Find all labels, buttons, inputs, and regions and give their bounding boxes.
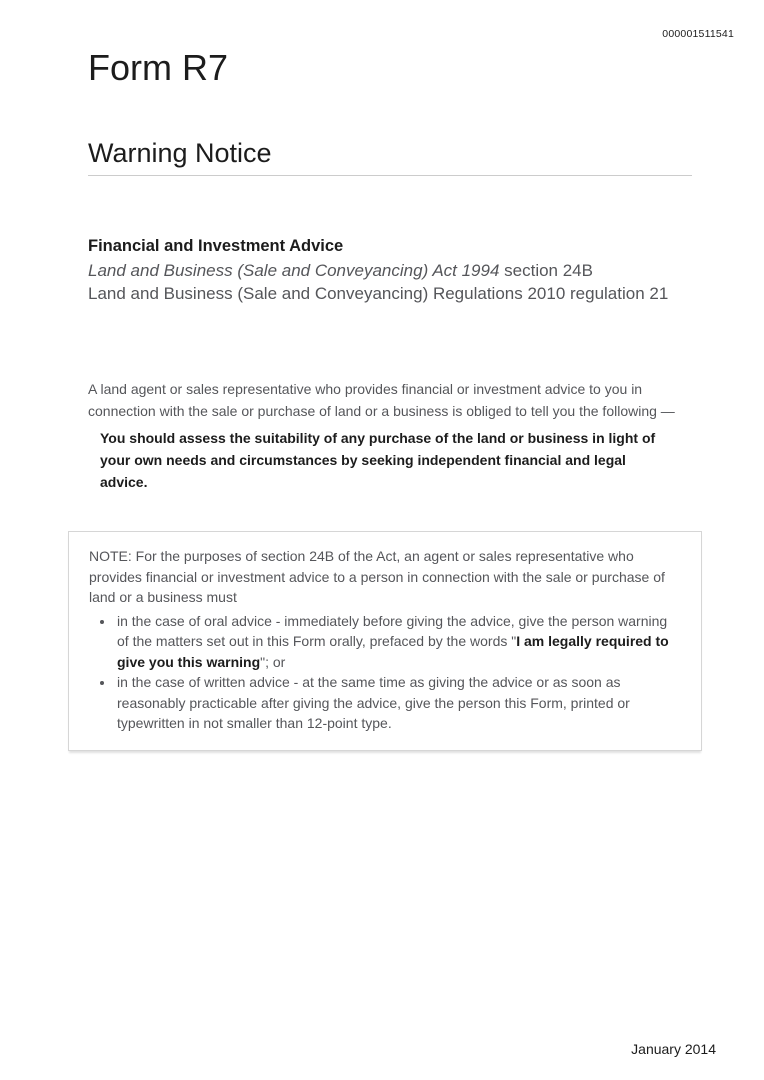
document-number: 000001511541	[662, 28, 734, 40]
warning-statement: You should assess the suitability of any purchase of the land or business in light of your own needs and circumstances by seeking independent financial and legal advice.	[100, 430, 656, 490]
footer-date: January 2014	[631, 1041, 716, 1057]
form-title: Form R7	[88, 47, 229, 88]
note-box	[68, 531, 702, 751]
act-section: section 24B	[499, 260, 593, 280]
bullet-oral-text-end: "; or	[260, 653, 286, 670]
bullet-written-text: in the case of written advice - at the same time as giving the advice or as soon as reasonably practicable after giving the advice, give the person this Form, printed or typewritten in not smaller than 12-point type.	[117, 674, 630, 731]
bullet-oral-bold-phrase: I am legally required to give you this warning	[117, 633, 669, 670]
act-reference	[88, 259, 700, 283]
form-subtitle: Warning Notice	[88, 138, 692, 176]
note-intro: NOTE: For the purposes of section 24B of the Act, an agent or sales representative who provides financial or investment advice to a person in connection with the sale or purchase of land or a business must	[89, 548, 665, 605]
act-name-italic: Land and Business (Sale and Conveyancing) Act 1994	[88, 260, 500, 280]
section-heading-title: Financial and Investment Advice	[88, 237, 344, 255]
intro-paragraph: A land agent or sales representative who provides financial or investment advice to you in connection with the sale or purchase of land or a business is obliged to tell you the following —	[88, 381, 675, 419]
section-heading	[88, 235, 700, 306]
note-list	[89, 611, 681, 734]
note-bullet-written	[115, 672, 681, 734]
bullet-oral-text: in the case of oral advice - immediately before giving the advice, give the person warning of the matters set out in this Form orally, prefaced by the words "	[117, 612, 668, 649]
note-bullet-oral	[115, 611, 681, 673]
regulations-reference: Land and Business (Sale and Conveyancing) Regulations 2010 regulation 21	[88, 284, 669, 303]
